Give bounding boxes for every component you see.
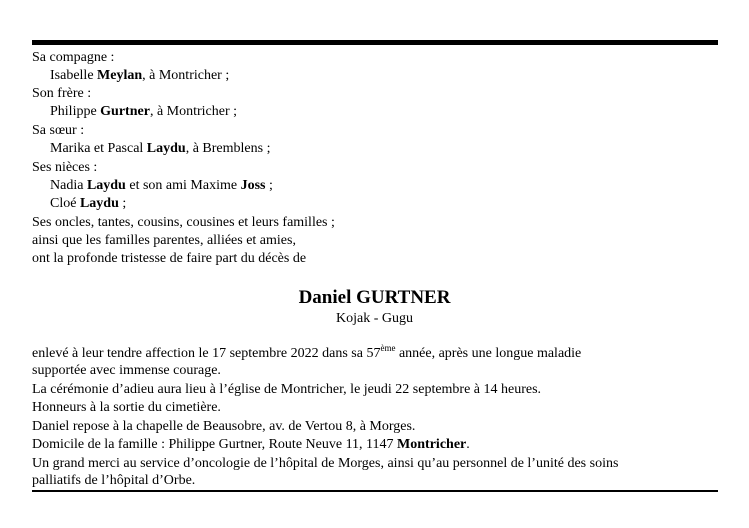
rests-line: Daniel repose à la chapelle de Beausobre, av. de Vertou 8, à Morges. <box>32 419 416 434</box>
ceremony-line: La cérémonie d’adieu aura lieu à l’église de Montricher, le jeudi 22 septembre à 14 heures. <box>32 382 542 397</box>
thanks-line: Un grand merci au service d’oncologie de l’hôpital de Morges, ainsi qu’au personnel de l’unité des soins <box>32 456 619 471</box>
bottom-rule <box>32 490 718 492</box>
nieces-label: Ses nièces : <box>32 160 98 175</box>
passed-line: enlevé à leur tendre affection le 17 septembre 2022 dans sa 57ème année, après une longue maladie <box>32 343 582 361</box>
deceased-nickname: Kojak - Gugu <box>336 311 413 326</box>
sister-line: Marika et Pascal Laydu, à Bremblens ; <box>50 141 271 156</box>
families-line: ainsi que les familles parentes, alliées et amies, <box>32 233 296 248</box>
niece1-line: Nadia Laydu et son ami Maxime Joss ; <box>50 178 273 193</box>
sister-label: Sa sœur : <box>32 123 85 138</box>
brother-line: Philippe Gurtner, à Montricher ; <box>50 104 238 119</box>
brother-label: Son frère : <box>32 86 92 101</box>
domicile-line: Domicile de la famille : Philippe Gurtner, Route Neuve 11, 1147 Montricher. <box>32 437 470 452</box>
companion-label: Sa compagne : <box>32 50 115 65</box>
honours-line: Honneurs à la sortie du cimetière. <box>32 400 221 415</box>
top-rule <box>32 40 718 45</box>
niece2-line: Cloé Laydu ; <box>50 196 127 211</box>
companion-line: Isabelle Meylan, à Montricher ; <box>50 68 230 83</box>
courage-line: supportée avec immense courage. <box>32 363 221 378</box>
sadness-line: ont la profonde tristesse de faire part du décès de <box>32 251 307 266</box>
deceased-name: Daniel GURTNER <box>298 287 451 308</box>
thanks-line-2: palliatifs de l’hôpital d’Orbe. <box>32 473 196 488</box>
uncles-line: Ses oncles, tantes, cousins, cousines et leurs familles ; <box>32 215 335 230</box>
